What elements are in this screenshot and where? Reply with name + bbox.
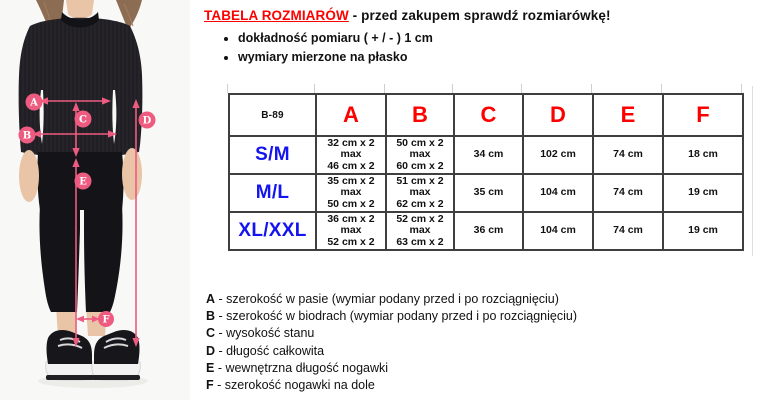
- svg-text:A: A: [30, 97, 38, 109]
- cell-value: 34 cm: [454, 136, 523, 174]
- size-label: M/L: [229, 174, 316, 212]
- cell-value: 104 cm: [523, 174, 593, 212]
- svg-text:D: D: [142, 115, 152, 127]
- marker-d-badge: [139, 112, 156, 129]
- svg-text:E: E: [79, 176, 87, 188]
- legend-text: długość całkowita: [226, 343, 325, 358]
- legend-item: D - długość całkowita: [206, 343, 325, 358]
- model-code-cell: B-89: [229, 94, 316, 136]
- gridline-stub: [521, 84, 522, 93]
- gridline-stub: [452, 84, 453, 93]
- neck-skin: [66, 0, 94, 19]
- note-item: • dokładność pomiaru ( + / - ) 1 cm: [238, 30, 433, 46]
- legend-text: wewnętrzna długość nogawki: [225, 360, 389, 375]
- cell-value: 74 cm: [593, 136, 663, 174]
- cell-value: 50 cm x 2 max 60 cm x 2: [386, 136, 454, 174]
- gridline-stub: [661, 84, 662, 93]
- measurement-notes: [224, 27, 433, 69]
- legend-item: A - szerokość w pasie (wymiar podany przed i po rozciągnięciu): [206, 292, 559, 306]
- gridline-stub: [314, 84, 315, 93]
- marker-b-badge: [19, 127, 36, 144]
- gridline-right: [752, 86, 753, 256]
- size-label: XL/XXL: [229, 212, 316, 250]
- cell-value: 18 cm: [663, 136, 743, 174]
- marker-a-badge: [26, 94, 43, 111]
- page-title-rest: - przed zakupem sprawdź rozmiarówkę!: [348, 8, 611, 23]
- marker-f-badge: [98, 311, 114, 327]
- marker-e-badge: [75, 173, 92, 190]
- cell-value: 74 cm: [593, 174, 663, 212]
- cell-value: 36 cm x 2 max 52 cm x 2: [316, 212, 386, 250]
- table-row-ml: [229, 174, 743, 212]
- svg-text:C: C: [79, 114, 87, 126]
- size-table-header-row: [229, 94, 743, 136]
- cell-value: 19 cm: [663, 174, 743, 212]
- legend-separator: -: [215, 326, 227, 341]
- legend-text: szerokość w biodrach (wymiar podany przed i po rozciągnięciu): [226, 309, 577, 324]
- cell-value: 35 cm x 2 max 50 cm x 2: [316, 174, 386, 212]
- cell-value: 36 cm: [454, 212, 523, 250]
- legend-separator: -: [215, 292, 227, 306]
- legend-item: B - szerokość w biodrach (wymiar podany przed i po rozciągnięciu): [206, 309, 577, 324]
- model-photo: [0, 0, 190, 400]
- column-header-b: B: [386, 94, 454, 136]
- svg-text:B: B: [22, 130, 32, 142]
- legend-text: szerokość nogawki na dole: [224, 378, 375, 393]
- table-row-sm: [229, 136, 743, 174]
- column-header-a: A: [316, 94, 386, 136]
- svg-text:F: F: [102, 314, 110, 326]
- legend-separator: -: [213, 378, 225, 393]
- cell-value: 19 cm: [663, 212, 743, 250]
- note-item: • wymiary mierzone na płasko: [238, 49, 433, 65]
- measurement-legend: [206, 291, 577, 394]
- gridline-stub: [741, 84, 742, 93]
- cell-value: 102 cm: [523, 136, 593, 174]
- cell-value: 51 cm x 2 max 62 cm x 2: [386, 174, 454, 212]
- column-header-d: D: [523, 94, 593, 136]
- legend-item: F - szerokość nogawki na dole: [206, 378, 375, 393]
- legend-separator: -: [215, 309, 227, 324]
- legend-separator: -: [215, 343, 227, 358]
- gridline-stub: [591, 84, 592, 93]
- page-title: [204, 8, 611, 23]
- cell-value: 104 cm: [523, 212, 593, 250]
- size-label: S/M: [229, 136, 316, 174]
- gridline-stub: [227, 84, 228, 93]
- legend-text: wysokość stanu: [226, 326, 315, 341]
- gridline-stub: [384, 84, 385, 93]
- legend-text: szerokość w pasie (wymiar podany przed i po rozciągnięciu): [226, 292, 559, 306]
- sweater: [19, 18, 143, 158]
- cell-value: 32 cm x 2 max 46 cm x 2: [316, 136, 386, 174]
- legend-item: E - wewnętrzna długość nogawki: [206, 360, 389, 375]
- cell-value: 35 cm: [454, 174, 523, 212]
- legend-separator: -: [214, 360, 226, 375]
- column-header-c: C: [454, 94, 523, 136]
- marker-c-badge: [75, 111, 92, 128]
- table-row-xlxxl: [229, 212, 743, 250]
- cell-value: 74 cm: [593, 212, 663, 250]
- column-header-f: F: [663, 94, 743, 136]
- column-header-e: E: [593, 94, 663, 136]
- page-title-highlight: TABELA ROZMIARÓW: [204, 8, 349, 23]
- cell-value: 52 cm x 2 max 63 cm x 2: [386, 212, 454, 250]
- size-table: [228, 93, 744, 251]
- legend-item: C - wysokość stanu: [206, 326, 315, 341]
